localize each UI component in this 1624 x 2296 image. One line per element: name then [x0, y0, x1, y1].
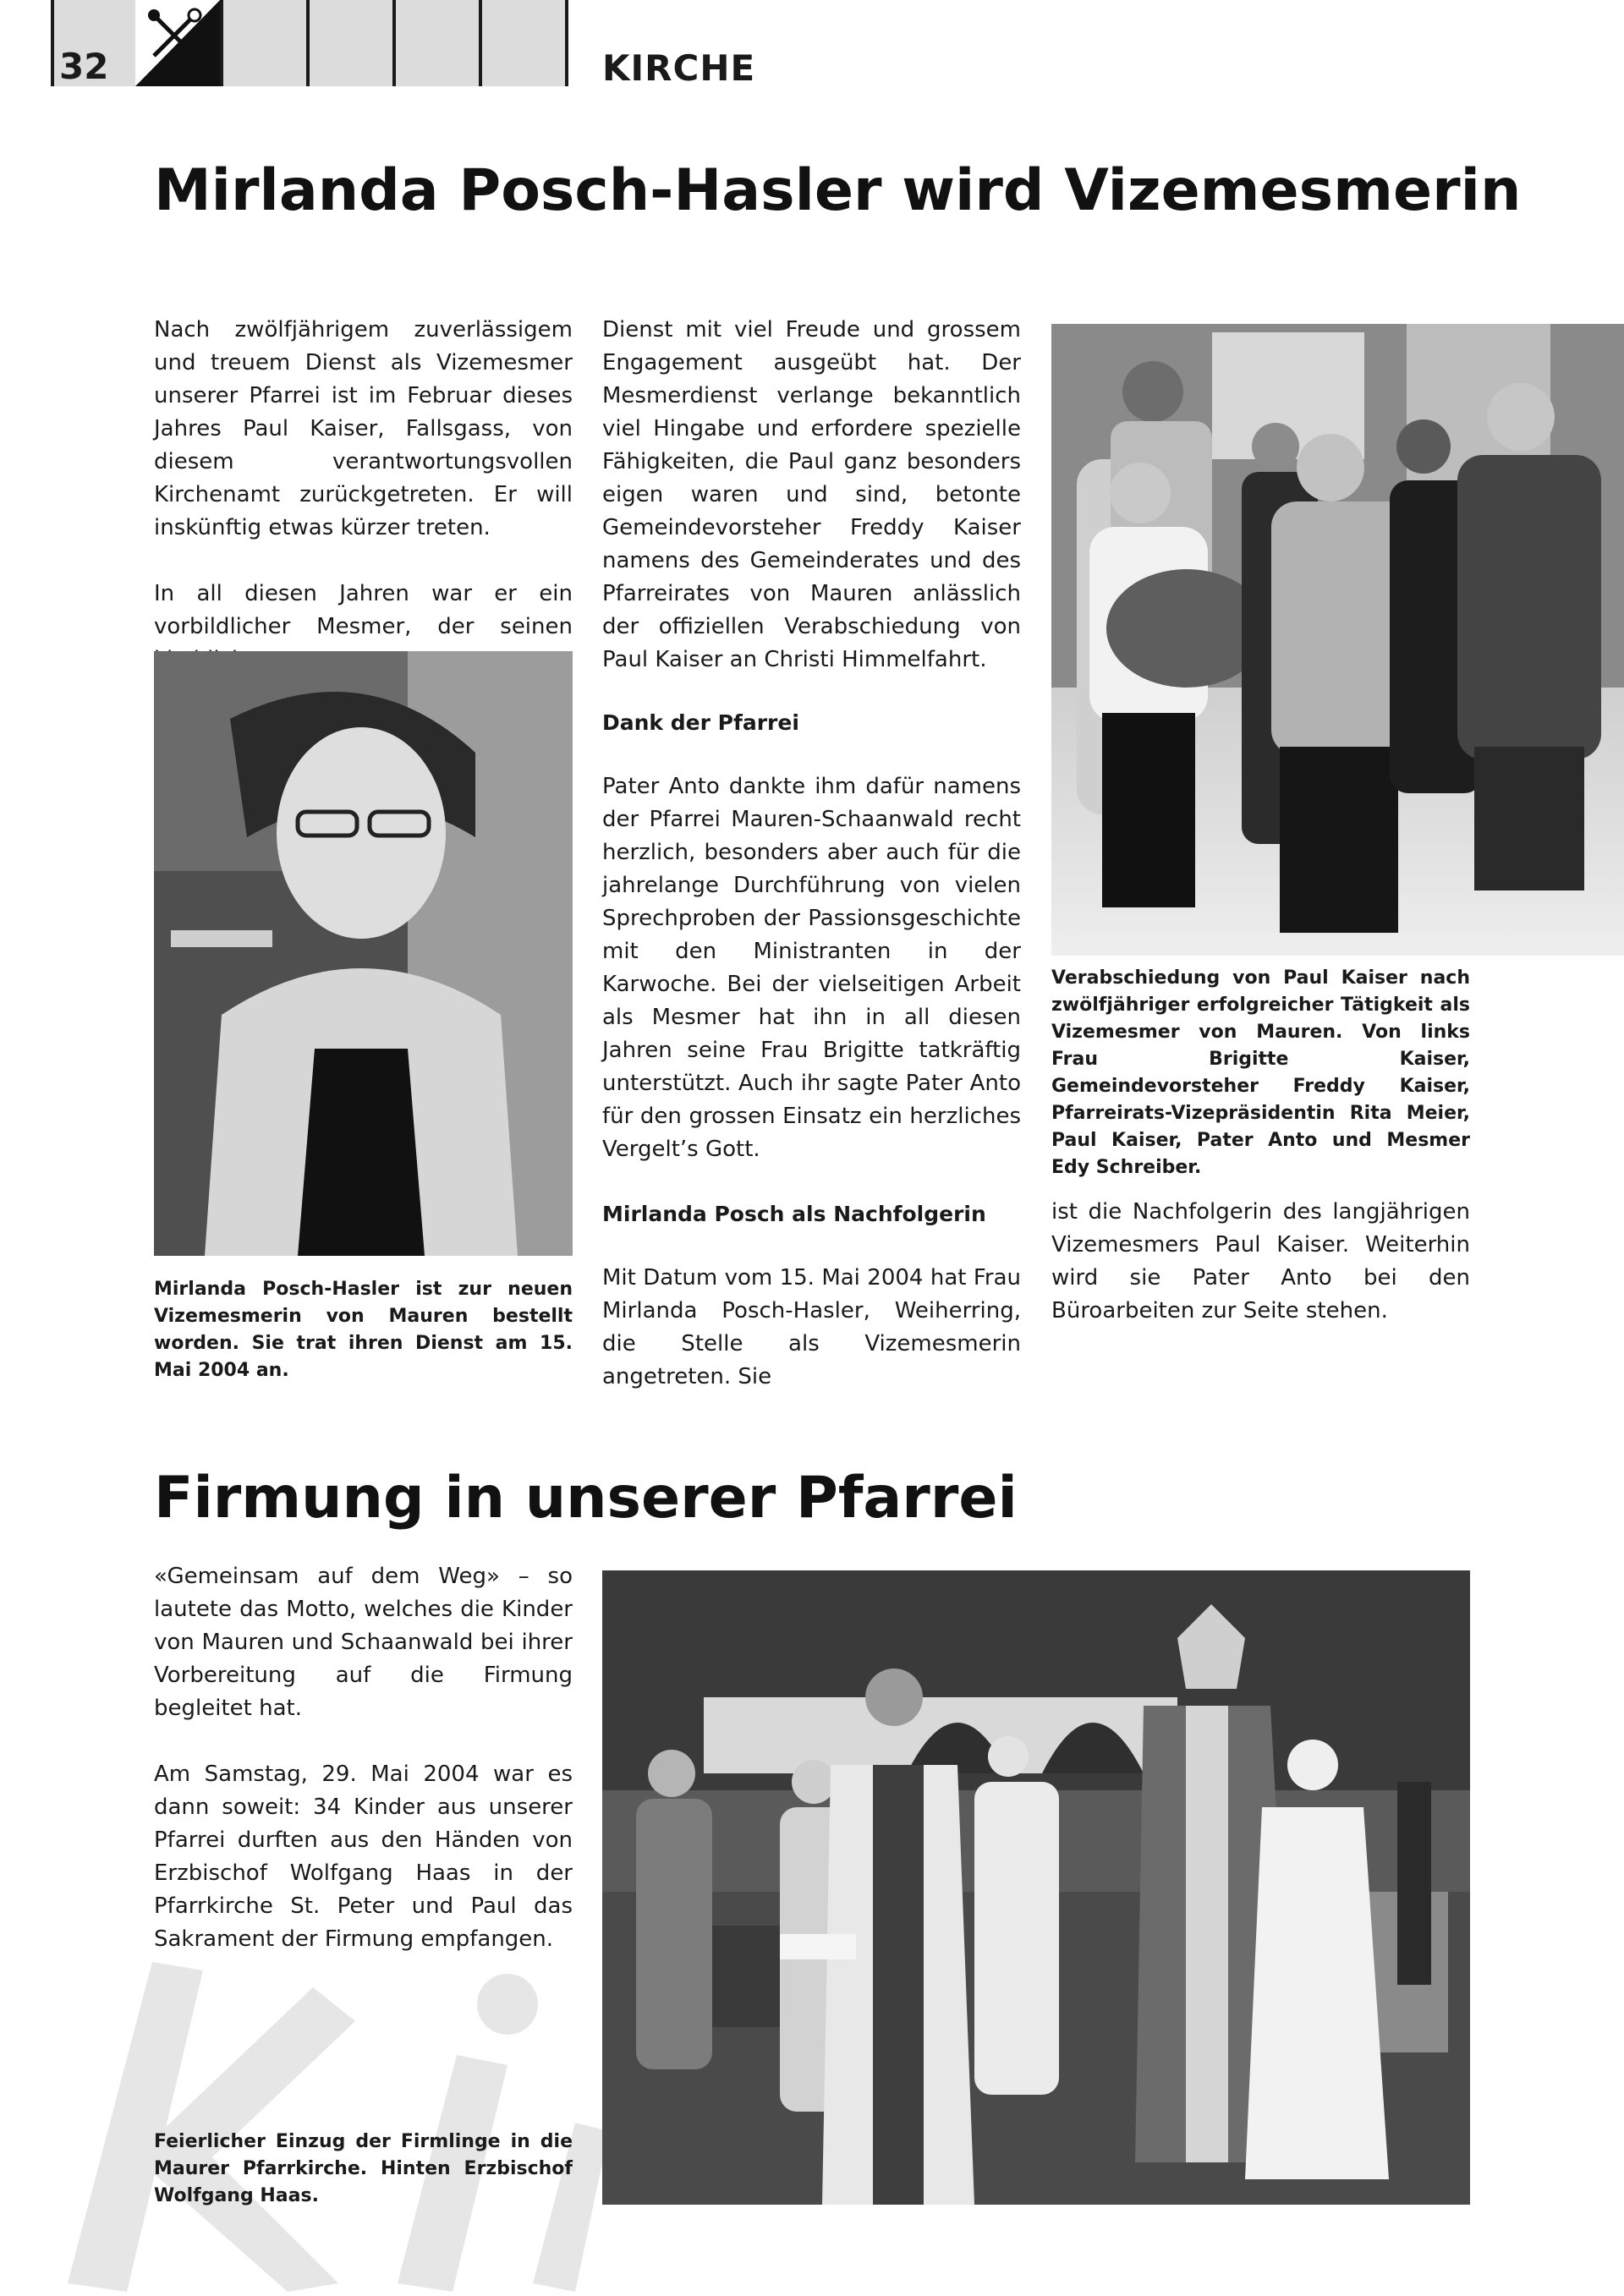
header-divider [306, 0, 310, 86]
article-column-1 [154, 314, 573, 677]
section-title: KIRCHE [602, 47, 756, 89]
article-column-3 [1051, 1196, 1470, 1328]
header-divider [565, 0, 568, 86]
paragraph: «Gemeinsam auf dem Weg» – so lautete das Motto, welches die Kinder von Mauren und Schaanwald bei ihrer Vorbereitung auf die Firmung begleitet hat. [154, 1564, 573, 1721]
group-photo [1051, 324, 1624, 956]
header-divider [392, 0, 396, 86]
portrait-photo [154, 651, 573, 1256]
paragraph: Am Samstag, 29. Mai 2004 war es dann soweit: 34 Kinder aus unserer Pfarrei durften aus den Händen von Erzbischof Wolfgang Haas in der Pfarrkirche St. Peter und Paul das Sakrament der Firmung empfangen. [154, 1762, 573, 1952]
header-divider [220, 0, 223, 86]
header-divider [51, 0, 54, 86]
paragraph: Pater Anto dankte ihm dafür namens der Pfarrei Mauren-Schaanwald recht herzlich, besonders aber auch für die jahrelange Durchführung von vielen Sprechproben der Passionsgeschichte mit den Ministranten in der Karwoche. Bei der vielseitigen Arbeit als Mesmer hat ihn in all diesen Jahren seine Frau Brigitte tatkräftig unterstützt. Auch ihr sagte Pater Anto für den grossen Einsatz ein herzliches Vergelt’s Gott. [602, 774, 1021, 1162]
photo-caption: Mirlanda Posch-Hasler ist zur neuen Vizemesmerin von Mauren bestellt worden. Sie trat ihren Dienst am 15. Mai 2004 an. [154, 1279, 573, 1381]
paragraph: Dienst mit viel Freude und grossem Engagement ausgeübt hat. Der Mesmerdienst verlange bekanntlich viel Hingabe und erfordere spezielle Fähigkeiten, die Paul ganz besonders eigen waren und sind, betonte Gemeindevorsteher Freddy Kaiser namens des Gemeinderates und des Pfarreirates von Mauren anlässlich der offiziellen Verabschiedung von Paul Kaiser an Christi Himmelfahrt. [602, 317, 1021, 672]
paragraph: Mit Datum vom 15. Mai 2004 hat Frau Mirlanda Posch-Hasler, Weiherring, die Stelle als Vizemesmerin angetreten. Sie [602, 1265, 1021, 1389]
header-bar [51, 0, 568, 86]
coat-of-arms-icon [135, 0, 220, 86]
subheading: Mirlanda Posch als Nachfolgerin [602, 1202, 986, 1226]
article-column-2-end [602, 1262, 1021, 1394]
article-title: Firmung in unserer Pfarrei [154, 1465, 1018, 1532]
paragraph: ist die Nachfolgerin des langjährigen Vizemesmers Paul Kaiser. Weiterhin wird sie Pater Anto bei den Büroarbeiten zur Seite stehen. [1051, 1199, 1470, 1323]
watermark-graphic [34, 1844, 609, 2292]
page-number: 32 [59, 46, 109, 87]
subheading: Dank der Pfarrei [602, 710, 799, 735]
photo-caption: Verabschiedung von Paul Kaiser nach zwölfjähriger erfolgreicher Tätigkeit als Vizemesmer von Mauren. Von links Frau Brigitte Kaiser, Gemeindevorsteher Freddy Kaiser, Pfarreirats-Vizepräsidentin Rita Meier, Paul Kaiser, Pater Anto und Mesmer Edy Schreiber. [1051, 967, 1470, 1178]
photo-caption: Feierlicher Einzug der Firmlinge in die Maurer Pfarrkirche. Hinten Erzbischof Wolfgang Haas. [154, 2131, 573, 2206]
header-divider [479, 0, 482, 86]
article-column-2 [602, 314, 1021, 677]
procession-photo [602, 1570, 1470, 2205]
paragraph: In all diesen Jahren war er ein vorbildlicher Mesmer, der seinen [154, 581, 573, 639]
paragraph: Nach zwölfjährigem zuverlässigem und treuem Dienst als Vizemesmer unserer Pfarrei ist im Februar dieses Jahres Paul Kaiser, Fallsgass, von diesem verantwortungsvollen Kirchenamt zurückgetreten. Er will inskünftig etwas kürzer treten. [154, 317, 573, 540]
article-title: Mirlanda Posch-Hasler wird Vizemesmerin [154, 157, 1522, 224]
article-column-2-continued [602, 770, 1021, 1166]
